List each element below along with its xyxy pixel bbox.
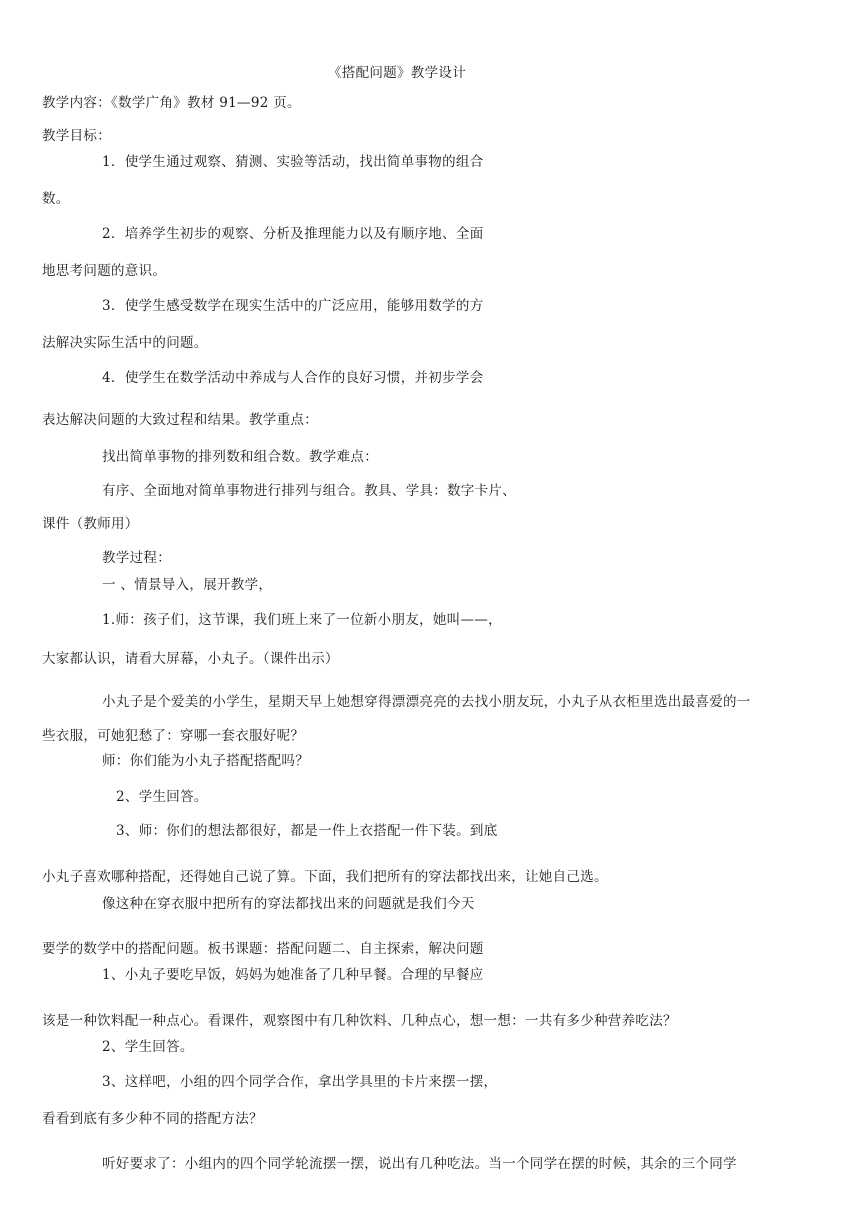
- topic-intro-line-1: 像这种在穿衣服中把所有的穿法都找出来的问题就是我们今天: [102, 896, 475, 912]
- section-2-para-3-line-2: 看看到底有多少种不同的搭配方法？: [42, 1111, 263, 1127]
- section-2-para-1-line-1: 1、小丸子要吃早饭，妈妈为她准备了几种早餐。合理的早餐应: [102, 967, 484, 983]
- teaching-content: 教学内容：《数学广角》教材 91—92 页。: [42, 95, 301, 111]
- section-2-para-3-line-1: 3、这样吧，小组的四个同学合作，拿出学具里的卡片来摆一摆，: [102, 1074, 498, 1090]
- goal-3-line-1: 3．使学生感受数学在现实生活中的广泛应用，能够用数学的方: [102, 298, 484, 314]
- section-2-para-1-line-2: 该是一种饮料配一种点心。看课件，观察图中有几种饮料、几种点心，想一想：一共有多少种营养吃法？: [42, 1013, 677, 1029]
- difficulty: 有序、全面地对简单事物进行排列与组合。教具、学具：数字卡片、: [102, 483, 516, 499]
- process-heading: 教学过程：: [102, 550, 171, 566]
- goal-2-line-1: 2．培养学生初步的观察、分析及推理能力以及有顺序地、全面: [102, 226, 484, 242]
- goal-4-line-2: 表达解决问题的大致过程和结果。教学重点：: [42, 412, 318, 428]
- requirements-line: 听好要求了：小组内的四个同学轮流摆一摆，说出有几种吃法。当一个同学在摆的时候，其余的三个同学: [102, 1156, 737, 1172]
- goal-1-line-1: 1．使学生通过观察、猜测、实验等活动，找出简单事物的组合: [102, 154, 484, 170]
- goals-heading: 教学目标：: [42, 128, 111, 144]
- section-1-para-1-line-2: 大家都认识，请看大屏幕，小丸子。（课件出示）: [42, 651, 339, 667]
- goal-1-line-2: 数。: [42, 191, 70, 207]
- goal-2-line-2: 地思考问题的意识。: [42, 263, 167, 279]
- goal-3-line-2: 法解决实际生活中的问题。: [42, 335, 208, 351]
- section-1-heading: 一 、情景导入，展开教学，: [102, 577, 273, 593]
- section-1-para-3-line-1: 3、师：你们的想法都很好，都是一件上衣搭配一件下装。到底: [116, 823, 498, 839]
- section-1-para-2: 2、学生回答。: [116, 789, 208, 805]
- section-1-para-1-line-1: 1.师：孩子们，这节课，我们班上来了一位新小朋友，她叫——，: [102, 612, 502, 628]
- teacher-question: 师：你们能为小丸子搭配搭配吗？: [102, 753, 309, 769]
- document-title: 《搭配问题》教学设计: [328, 65, 466, 81]
- topic-intro-line-2: 要学的数学中的搭配问题。板书课题：搭配问题二、自主探索，解决问题: [42, 941, 484, 957]
- story-line-1: 小丸子是个爱美的小学生，星期天早上她想穿得漂漂亮亮的去找小朋友玩，小丸子从衣柜里选出最喜爱的一: [102, 694, 751, 710]
- materials-end: 课件（教师用）: [42, 516, 139, 532]
- story-line-2: 些衣服，可她犯愁了：穿哪一套衣服好呢？: [42, 728, 305, 744]
- goal-4-line-1: 4．使学生在数学活动中养成与人合作的良好习惯，并初步学会: [102, 370, 484, 386]
- key-point: 找出简单事物的排列数和组合数。教学难点：: [102, 449, 378, 465]
- section-2-para-2: 2、学生回答。: [102, 1039, 194, 1055]
- section-1-para-3-line-2: 小丸子喜欢哪种搭配，还得她自己说了算。下面，我们把所有的穿法都找出来，让她自己选。: [42, 869, 608, 885]
